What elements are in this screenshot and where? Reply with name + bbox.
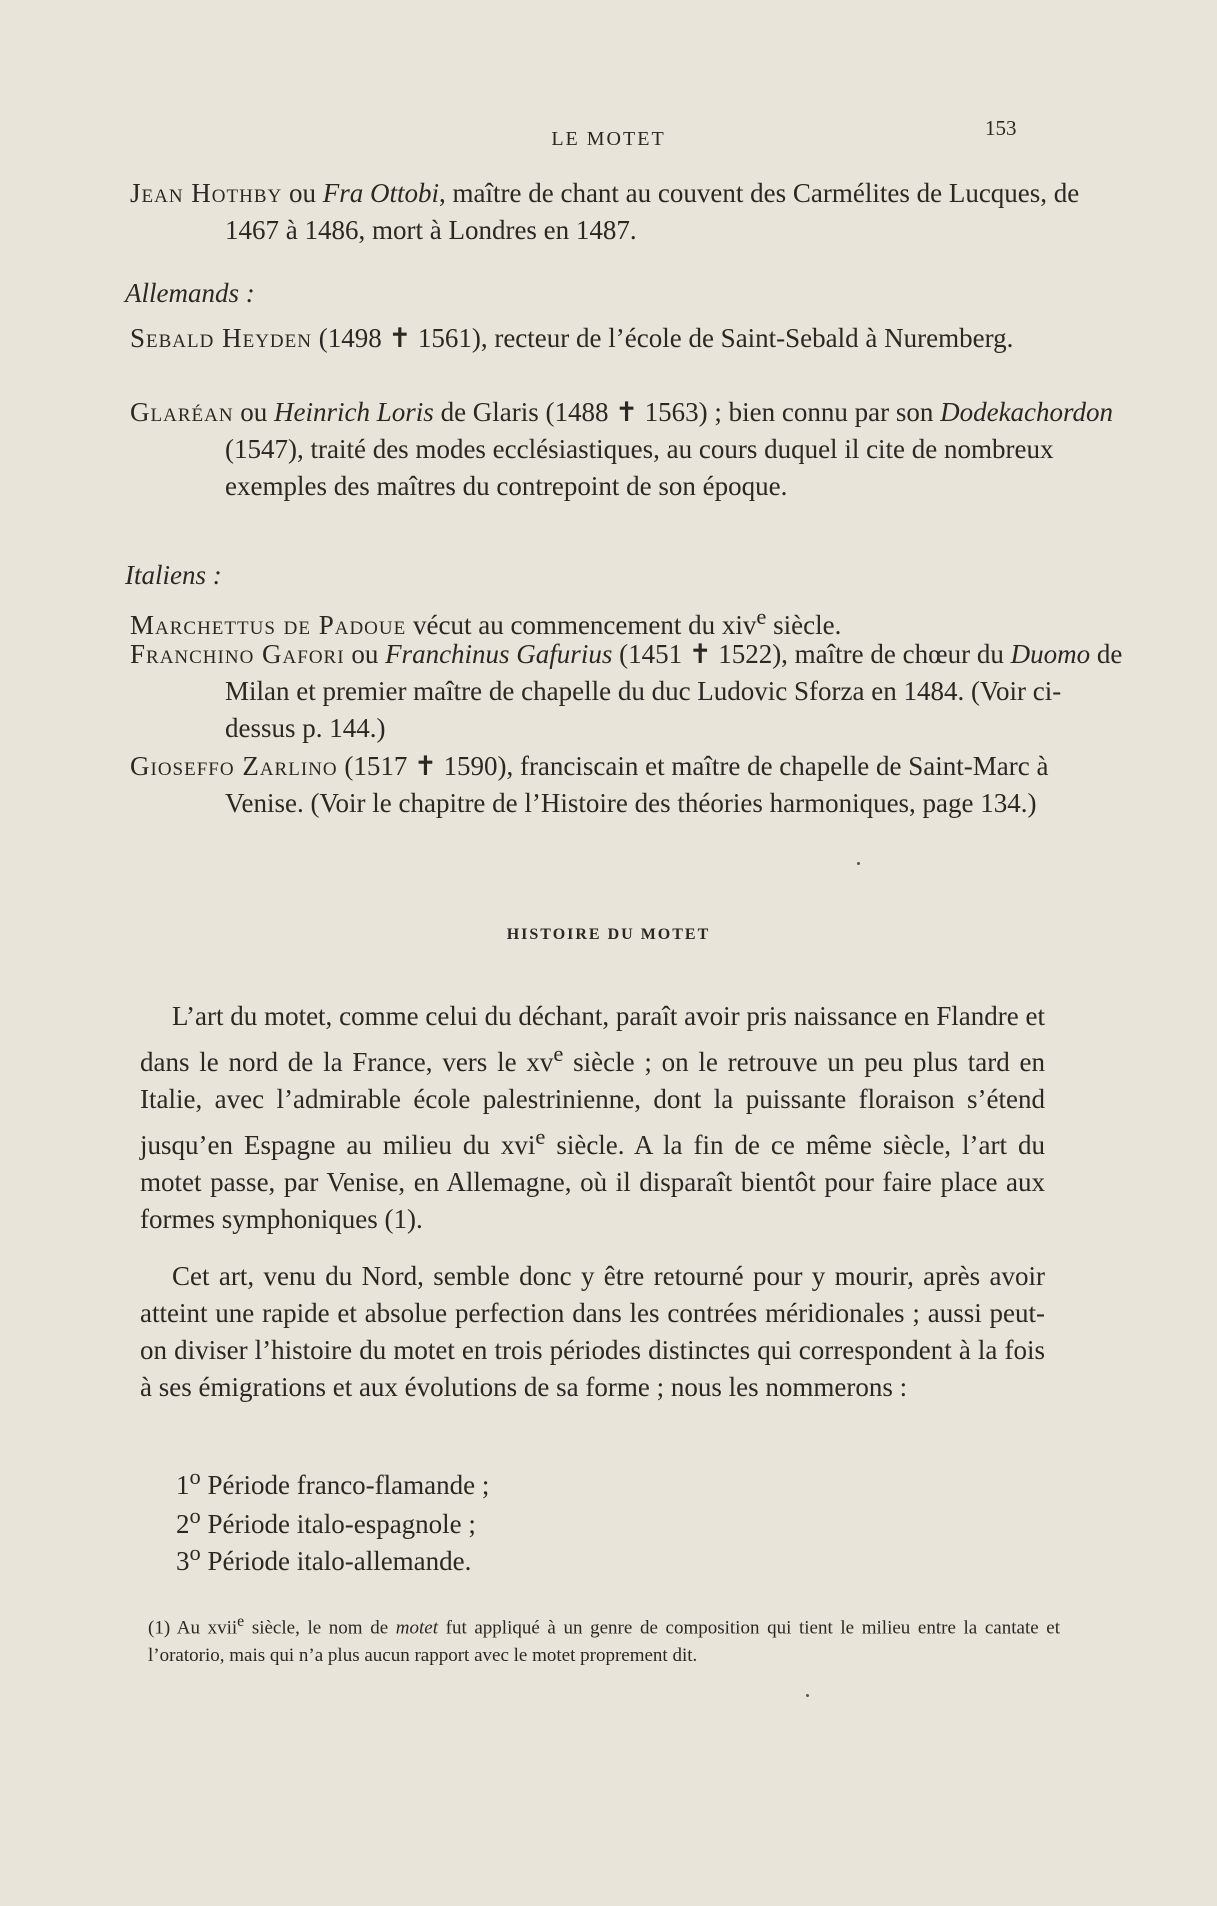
superscript: o (189, 1540, 201, 1565)
entry-text: (1517 ✝ 1590), franciscain et maître de chapelle de Saint-Marc à Venise. (Voir le chapitre de l’Histoire des théories harmoniques, page 134.) (225, 751, 1049, 818)
entry-alias: Heinrich Loris (274, 397, 434, 427)
entry-connector: ou (282, 178, 323, 208)
page-number: 153 (985, 116, 1017, 140)
entry-place: Duomo (1010, 639, 1091, 669)
entry-text: (1451 ✝ 1522), maître de chœur du (612, 639, 1011, 669)
period-label: Période franco-flamande ; (200, 1470, 490, 1500)
superscript: o (189, 1464, 201, 1489)
footnote-term: motet (395, 1617, 438, 1639)
entry-text: (1547), traité des modes ecclésiastiques, au cours duquel il cite de nombreux exemples des maîtres du contrepoint de son époque. (225, 434, 1054, 501)
footnote-text: siècle, le nom de (244, 1617, 396, 1639)
footnote (148, 1608, 1060, 1670)
print-speck (806, 1694, 809, 1697)
running-header: LE MOTET (551, 128, 666, 150)
superscript: e (535, 1124, 546, 1149)
entry-name: Jean Hothby (130, 178, 283, 208)
entry-name: Glaréan (130, 397, 234, 427)
entry-alias: Fra Ottobi (322, 178, 440, 208)
entry-connector: ou (344, 639, 386, 669)
entry-work-title: Dodekachordon (940, 397, 1114, 427)
superscript: e (237, 1613, 245, 1630)
period-label: Période italo-espagnole ; (200, 1509, 476, 1539)
entry-text: (1498 ✝ 1561), recteur de l’école de Saint-Sebald à Nuremberg. (311, 323, 1014, 353)
footnote-text: (1) Au xvii (148, 1617, 238, 1639)
entry-text: , maître de chant au couvent des Carmélites de Lucques, de 1467 à 1486, mort à Londres en 1487. (225, 178, 1080, 245)
entry-alias: Franchinus Gafurius (385, 639, 613, 669)
period-item (176, 1503, 476, 1540)
period-item (176, 1464, 489, 1501)
entry-name: Gioseffo Zarlino (130, 751, 338, 781)
period-item (176, 1540, 471, 1577)
print-speck (857, 862, 860, 865)
paragraph-text: L’art du motet, comme celui du déchant, paraît avoir pris naissance en Flandre et dans le nord de la France, vers le xv (140, 1001, 1045, 1077)
entry-heyden (130, 320, 1125, 357)
entry-name: Franchino Gafori (130, 639, 345, 669)
paragraph-text: siècle ; on le retrouve un peu plus tard en Italie, avec l’admirable école palestrinienne, dont la puissante floraison s’étend jusqu’en Espagne au milieu du xvi (140, 1047, 1045, 1160)
footnote-text: fut appliqué à un genre de composition qui tient le milieu entre la cantate et l’oratorio, mais qui n’a plus aucun rapport avec le motet proprement dit. (148, 1617, 1060, 1667)
period-number: 1 (176, 1470, 190, 1500)
paragraph-2: Cet art, venu du Nord, semble donc y être retourné pour y mourir, après avoir atteint une rapide et absolue perfection dans les contrées méridionales ; aussi peut-on diviser l’histoire du motet en trois périodes distinctes qui correspondent à la fois à ses émigrations et aux évolutions de sa forme ; nous les nommerons : (140, 1261, 1045, 1402)
entry-zarlino (130, 748, 1125, 822)
period-number: 2 (176, 1509, 190, 1539)
entry-hothby (130, 175, 1125, 249)
paragraph-text: siècle. A la fin de ce même siècle, l’art du motet passe, par Venise, en Allemagne, où il disparaît bientôt pour faire place aux formes symphoniques (1). (140, 1130, 1045, 1234)
superscript: o (189, 1503, 201, 1528)
period-label: Période italo-allemande. (200, 1546, 472, 1576)
entry-glarean (130, 394, 1125, 505)
group-label-allemands: Allemands : (125, 278, 255, 308)
entry-text: de Glaris (1488 ✝ 1563) ; bien connu par son (433, 397, 941, 427)
superscript: e (756, 604, 767, 629)
paragraph-1 (140, 998, 1045, 1238)
period-number: 3 (176, 1546, 190, 1576)
entry-text: siècle. (766, 610, 842, 640)
section-heading: HISTOIRE DU MOTET (506, 926, 711, 943)
superscript: e (553, 1041, 564, 1066)
group-label-italiens: Italiens : (125, 560, 222, 590)
entry-text: vécut au commencement du xiv (406, 610, 757, 640)
entry-gafori (130, 636, 1125, 747)
entry-connector: ou (233, 397, 275, 427)
entry-name: Sebald Heyden (130, 323, 312, 353)
entry-name: Marchettus de Padoue (130, 610, 407, 640)
entry-text: de Milan et premier maître de chapelle du duc Ludovic Sforza en 1484. (Voir ci-dessus p. 144.) (225, 639, 1123, 743)
